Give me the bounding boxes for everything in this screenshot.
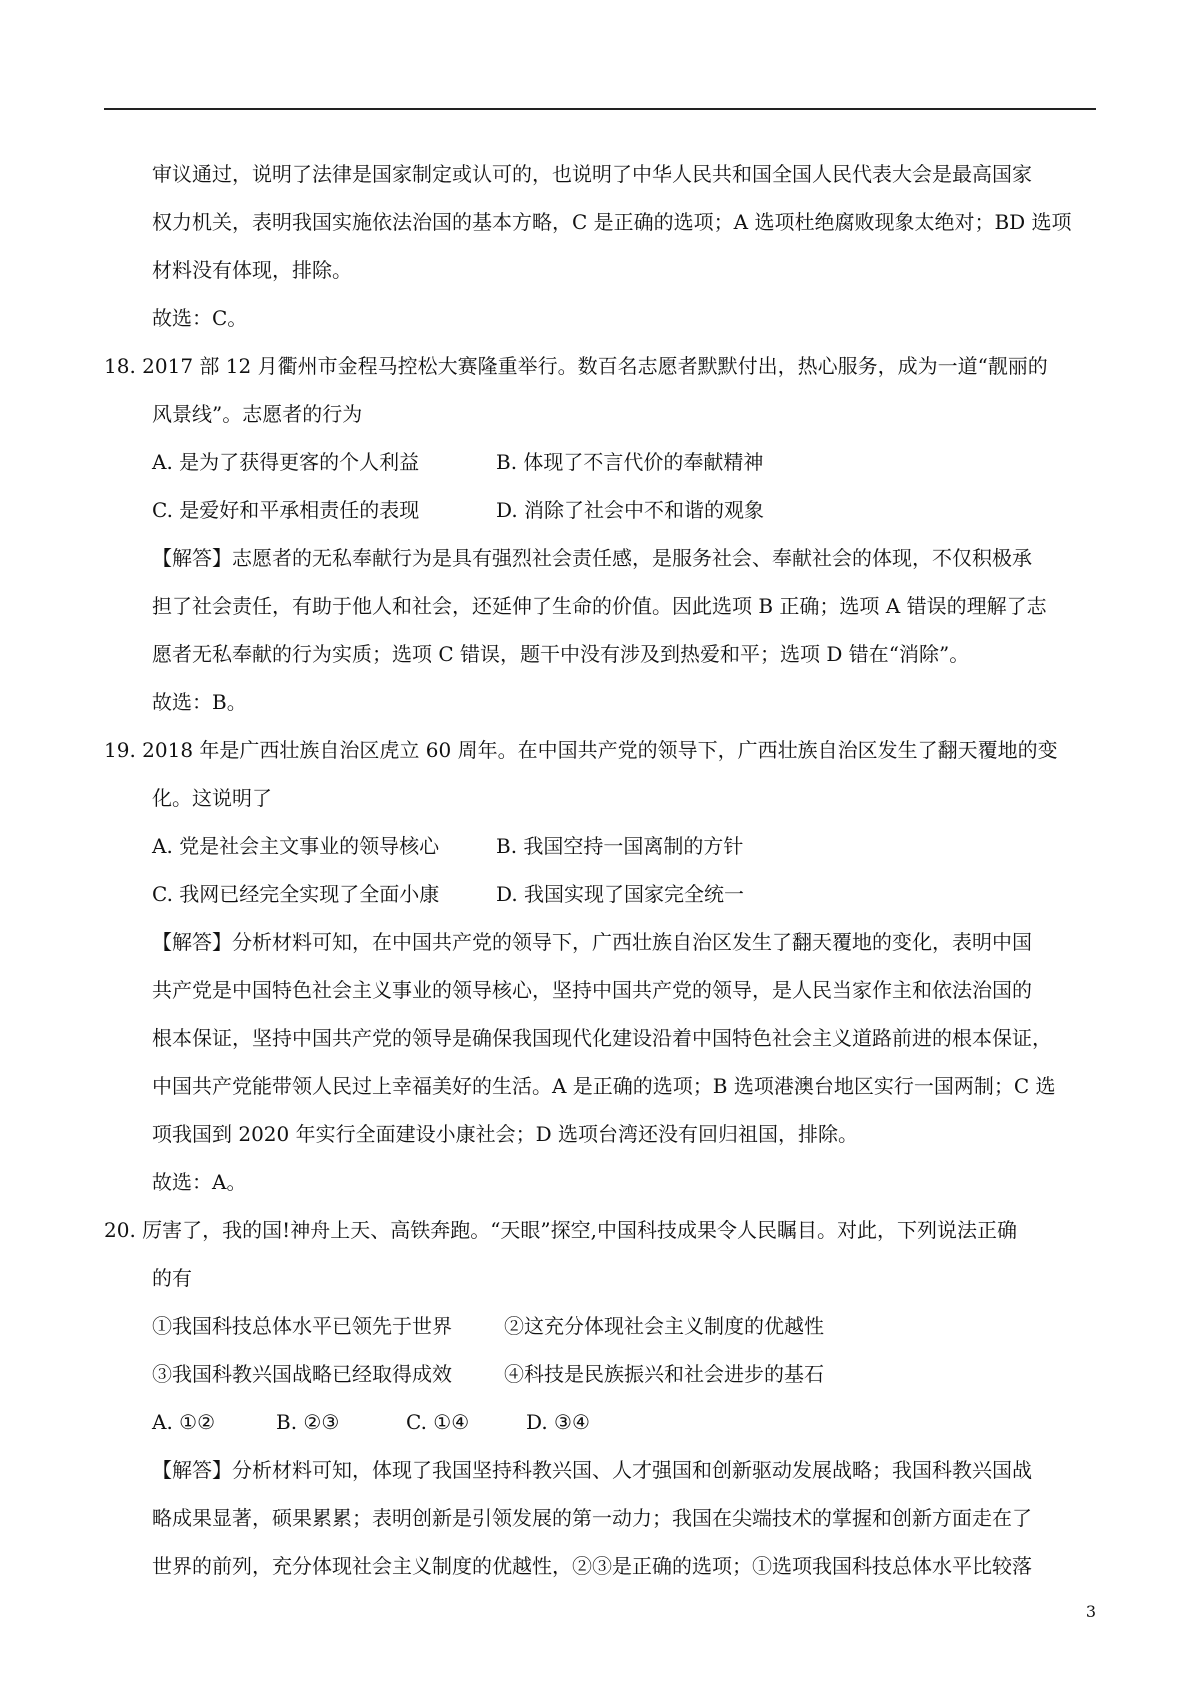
page-number: 3 [1085,1602,1096,1621]
statement-4: ④科技是民族振兴和社会进步的基石 [504,1362,824,1386]
header-rule [104,108,1096,110]
statement-1: ①我国科技总体水平已领先于世界 [152,1314,452,1338]
choice-d: D. ③④ [526,1410,590,1434]
option-b: B. 体现了不言代价的奉献精神 [496,450,764,474]
option-d: D. 消除了社会中不和谐的观象 [496,498,765,522]
analysis-line: 中国共产党能带领人民过上幸福美好的生活。A 是正确的选项；B 选项港澳台地区实行一国两制；C 选 [152,1074,1056,1098]
question-stem: 风景线”。志愿者的行为 [152,402,363,426]
analysis-line: 项我国到 2020 年实行全面建设小康社会；D 选项台湾还没有回归祖国，排除。 [152,1122,859,1146]
analysis-line: 愿者无私奉献的行为实质；选项 C 错误，题干中没有涉及到热爱和平；选项 D 错在“消除”。 [152,642,970,666]
continuation-line: 权力机关，表明我国实施依法治国的基本方略，C 是正确的选项；A 选项杜绝腐败现象太绝对；BD 选项 [152,210,1072,234]
option-row [104,438,1096,486]
document-body [104,150,1096,1590]
choice-a: A. ①② [152,1410,216,1434]
analysis-line: 略成果显著，硕果累累；表明创新是引领发展的第一动力；我国在尖端技术的掌握和创新方面走在了 [152,1506,1032,1530]
question-stem: 化。这说明了 [152,786,272,810]
option-row [104,870,1096,918]
analysis-line: 根本保证，坚持中国共产党的领导是确保我国现代化建设沿着中国特色社会主义道路前进的根本保证， [152,1026,1052,1050]
answer-line: 故选：C。 [152,306,248,330]
answer-line: 故选：B。 [152,690,247,714]
option-row [104,822,1096,870]
analysis-line: 【解答】分析材料可知，体现了我国坚持科教兴国、人才强国和创新驱动发展战略；我国科教兴国战 [152,1458,1032,1482]
analysis-line: 世界的前列，充分体现社会主义制度的优越性，②③是正确的选项；①选项我国科技总体水平比较落 [152,1554,1032,1578]
analysis-line: 担了社会责任，有助于他人和社会，还延伸了生命的价值。因此选项 B 正确；选项 A 错误的理解了志 [152,594,1047,618]
choice-c: C. ①④ [406,1410,470,1434]
statement-3: ③我国科教兴国战略已经取得成效 [152,1362,452,1386]
option-a: A. 是为了获得更客的个人利益 [152,450,420,474]
option-d: D. 我国实现了国家完全统一 [496,882,745,906]
answer-line: 故选：A。 [152,1170,247,1194]
statement-row [104,1350,1096,1398]
option-c: C. 是爱好和平承相责任的表现 [152,498,420,522]
option-row [104,486,1096,534]
option-b: B. 我国空持一国离制的方针 [496,834,744,858]
analysis-line: 【解答】分析材料可知，在中国共产党的领导下，广西壮族自治区发生了翻天覆地的变化，表明中国 [152,930,1032,954]
statement-row [104,1302,1096,1350]
continuation-line: 材料没有体现，排除。 [152,258,352,282]
statement-2: ②这充分体现社会主义制度的优越性 [504,1314,824,1338]
continuation-line: 审议通过，说明了法律是国家制定或认可的，也说明了中华人民共和国全国人民代表大会是最高国家 [152,162,1032,186]
question-stem: 18. 2017 部 12 月衢州市金程马控松大赛隆重举行。数百名志愿者默默付出，热心服务，成为一道“靓丽的 [104,354,1048,378]
question-stem: 19. 2018 年是广西壮族自治区虎立 60 周年。在中国共产党的领导下，广西壮族自治区发生了翻天覆地的变 [104,738,1058,762]
option-a: A. 党是社会主文事业的领导核心 [152,834,440,858]
choice-b: B. ②③ [276,1410,340,1434]
choice-row [104,1398,1096,1446]
question-stem: 的有 [152,1266,192,1290]
analysis-line: 共产党是中国特色社会主义事业的领导核心，坚持中国共产党的领导，是人民当家作主和依法治国的 [152,978,1032,1002]
analysis-line: 【解答】志愿者的无私奉献行为是具有强烈社会责任感，是服务社会、奉献社会的体现，不仅积极承 [152,546,1032,570]
option-c: C. 我网已经完全实现了全面小康 [152,882,440,906]
question-stem: 20. 厉害了，我的国!神舟上天、高铁奔跑。“天眼”探空,中国科技成果令人民瞩目。对此，下列说法正确 [104,1218,1018,1242]
